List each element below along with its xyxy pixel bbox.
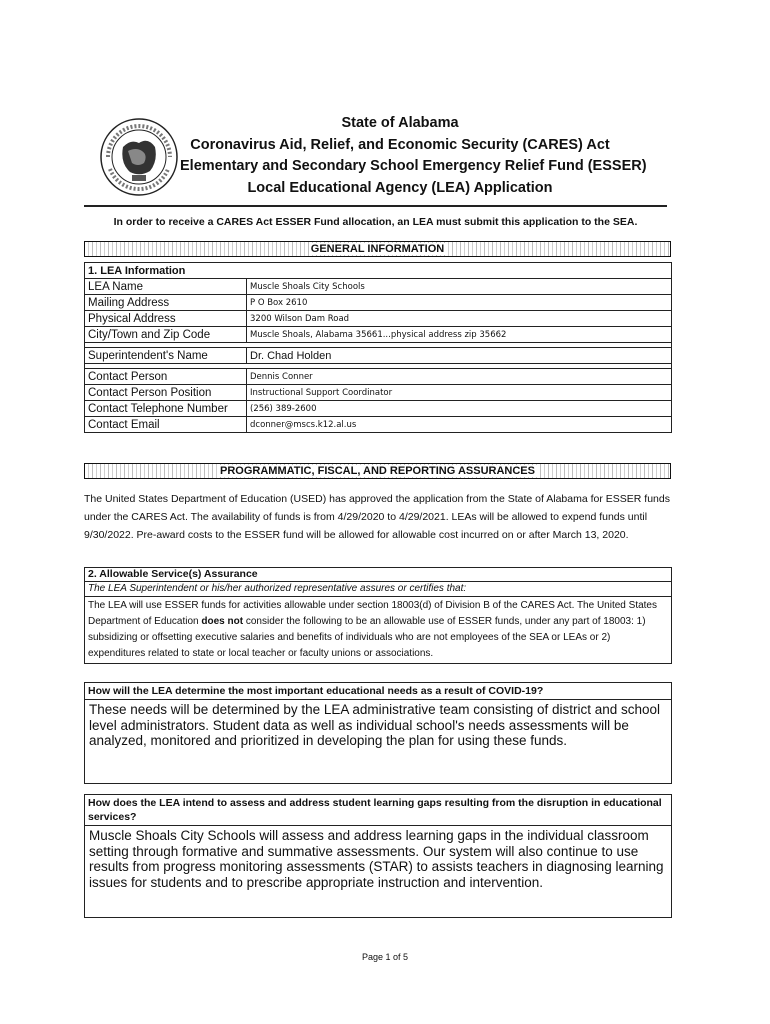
contact-email-label: Contact Email (85, 417, 247, 433)
contact-telephone-value[interactable]: (256) 389-2600 (247, 401, 672, 417)
mailing-address-label: Mailing Address (85, 295, 247, 311)
allowable-services-title: 2. Allowable Service(s) Assurance (85, 568, 671, 582)
learning-gaps-answer[interactable]: Muscle Shoals City Schools will assess and address learning gaps in the individual classroom setting through formative and summative assessments. Our system will also continue to use results from progress monitoring assessments (STAR) to assists teachers in diagnosing learning issues for students and to prescribe appropriate instruction and intervention. (89, 828, 664, 890)
lea-name-label: LEA Name (85, 279, 247, 295)
table-row (85, 279, 672, 295)
usde-paragraph: The United States Department of Education (USED) has approved the application from the State of Alabama for ESSER funds under the CARES Act. The availability of funds is from 4/29/2020 to 4/29/2021. LEAs will be allowed to expend funds until 9/30/2022. Pre-award costs to the ESSER fund will be allowed for allowable cost incurred on or after March 13, 2020. (84, 493, 670, 541)
learning-gaps-question-box (84, 794, 672, 918)
lea-name-value[interactable]: Muscle Shoals City Schools (247, 279, 672, 295)
page-number: Page 1 of 5 (361, 952, 409, 962)
allowable-services-box (84, 567, 672, 664)
header-divider (84, 205, 667, 207)
table-row (85, 348, 672, 364)
intro-text: In order to receive a CARES Act ESSER Fund allocation, an LEA must submit this application to the SEA. (113, 216, 638, 228)
assurances-band (84, 463, 671, 479)
header-line-esser: Elementary and Secondary School Emergency Relief Fund (ESSER) (180, 158, 647, 174)
allowable-services-subtitle: The LEA Superintendent or his/her authorized representative assures or certifies that: (85, 582, 671, 597)
lea-information-table (84, 262, 672, 433)
allowable-body-part1: The LEA will use ESSER funds for activities allowable under section 18003(d) of Division B of the CARES Act. The United States Department of Education (88, 600, 657, 627)
table-row (85, 311, 672, 327)
header-line-cares: Coronavirus Aid, Relief, and Economic Security (CARES) Act (190, 136, 610, 153)
document-header (180, 113, 647, 199)
contact-position-value[interactable]: Instructional Support Coordinator (247, 385, 672, 401)
allowable-services-body (85, 597, 671, 663)
header-line-state: State of Alabama (341, 115, 459, 131)
contact-person-label: Contact Person (85, 369, 247, 385)
table-row (85, 295, 672, 311)
allowable-body-emphasis: does not (201, 616, 244, 627)
table-row (85, 385, 672, 401)
general-information-band (84, 241, 671, 257)
contact-person-value[interactable]: Dennis Conner (247, 369, 672, 385)
contact-telephone-label: Contact Telephone Number (85, 401, 247, 417)
mailing-address-value[interactable]: P O Box 2610 (247, 295, 672, 311)
superintendent-value[interactable]: Dr. Chad Holden (247, 348, 672, 364)
table-row (85, 401, 672, 417)
contact-position-label: Contact Person Position (85, 385, 247, 401)
header-line-lea: Local Educational Agency (LEA) Application (247, 179, 553, 196)
lea-information-heading: 1. LEA Information (85, 263, 672, 279)
physical-address-label: Physical Address (85, 311, 247, 327)
city-zip-label: City/Town and Zip Code (85, 327, 247, 343)
learning-gaps-question: How does the LEA intend to assess and address student learning gaps resulting from the disruption in educational services? (85, 795, 671, 826)
state-seal-icon (98, 117, 180, 197)
needs-question: How will the LEA determine the most important educational needs as a result of COVID-19? (85, 683, 671, 700)
table-row (85, 417, 672, 433)
needs-question-box (84, 682, 672, 784)
table-row (85, 327, 672, 343)
city-zip-value[interactable]: Muscle Shoals, Alabama 35661...physical address zip 35662 (247, 327, 672, 343)
physical-address-value[interactable]: 3200 Wilson Dam Road (247, 311, 672, 327)
superintendent-label: Superintendent's Name (85, 348, 247, 364)
table-row (85, 369, 672, 385)
allowable-body-part2: consider the following to be an allowable use of ESSER funds, under any part of 18003: 1) subsidizing or offsetting executive salaries and benefits of individuals who are not employees of the SEA or LEAs or 2) expenditures related to state or local teacher or faculty unions or associations. (88, 616, 646, 659)
contact-email-value[interactable]: dconner@mscs.k12.al.us (247, 417, 672, 433)
general-information-title: GENERAL INFORMATION (310, 243, 445, 255)
needs-answer[interactable]: These needs will be determined by the LEA administrative team consisting of district and school level administrators. Student data as well as individual school's needs assessments will be analyzed, monitored and prioritized in developing the plan for using these funds. (89, 702, 661, 748)
assurances-title: PROGRAMMATIC, FISCAL, AND REPORTING ASSURANCES (220, 465, 535, 477)
